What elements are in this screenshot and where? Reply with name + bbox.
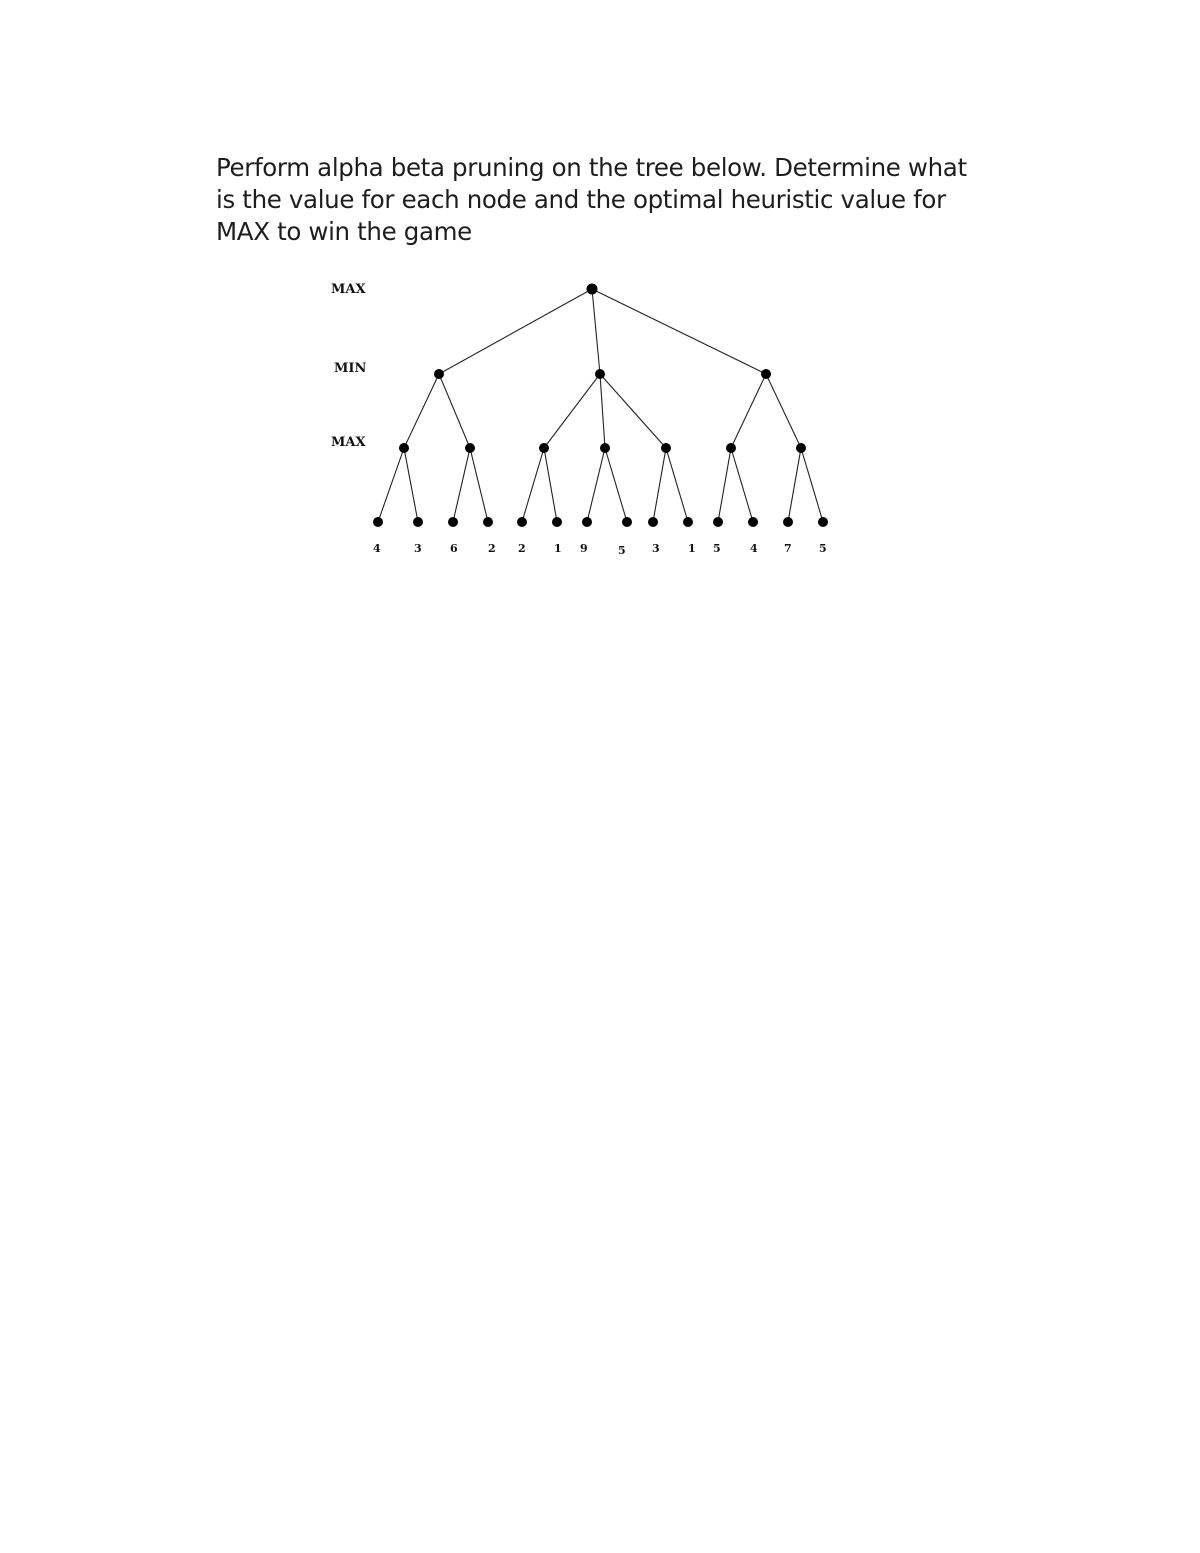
leaf-value-3: 6 bbox=[450, 542, 458, 555]
edge-m1-a1 bbox=[404, 374, 439, 448]
leaf-value-9: 3 bbox=[652, 542, 660, 555]
leaf-value-1: 4 bbox=[373, 542, 381, 555]
tree-node-min-m1 bbox=[434, 369, 444, 379]
level-label-min: MIN bbox=[334, 361, 367, 376]
leaf-value-6: 1 bbox=[554, 542, 562, 555]
game-tree-diagram bbox=[0, 0, 1200, 600]
edge-a4-l8 bbox=[605, 448, 627, 522]
leaf-value-14: 5 bbox=[819, 542, 827, 555]
tree-node-max-a6 bbox=[726, 443, 736, 453]
tree-node-leaf-l14 bbox=[818, 517, 828, 527]
tree-node-leaf-l8 bbox=[622, 517, 632, 527]
question-text: Perform alpha beta pruning on the tree below. Determine what is the value for each node and the optimal heuristic value for MAX to win the game bbox=[216, 153, 967, 246]
edge-m3-a6 bbox=[731, 374, 766, 448]
tree-node-max-a1 bbox=[399, 443, 409, 453]
tree-node-max-a7 bbox=[796, 443, 806, 453]
edge-m2-a4 bbox=[600, 374, 605, 448]
tree-edges bbox=[378, 289, 823, 522]
tree-node-max-a5 bbox=[661, 443, 671, 453]
tree-node-leaf-l4 bbox=[483, 517, 493, 527]
tree-node-leaf-l2 bbox=[413, 517, 423, 527]
edge-a5-l10 bbox=[666, 448, 688, 522]
tree-node-leaf-l13 bbox=[783, 517, 793, 527]
tree-node-leaf-l5 bbox=[517, 517, 527, 527]
tree-node-leaf-l7 bbox=[582, 517, 592, 527]
edge-a7-l13 bbox=[788, 448, 801, 522]
edge-a7-l14 bbox=[801, 448, 823, 522]
edge-a5-l9 bbox=[653, 448, 666, 522]
tree-node-leaf-l1 bbox=[373, 517, 383, 527]
edge-a6-l11 bbox=[718, 448, 731, 522]
edge-a6-l12 bbox=[731, 448, 753, 522]
tree-node-max-a4 bbox=[600, 443, 610, 453]
tree-node-leaf-l10 bbox=[683, 517, 693, 527]
edge-a3-l5 bbox=[522, 448, 544, 522]
leaf-value-4: 2 bbox=[488, 542, 496, 555]
edge-m1-a2 bbox=[439, 374, 470, 448]
edge-root-m3 bbox=[592, 289, 766, 374]
leaf-value-7: 9 bbox=[580, 542, 588, 555]
tree-node-max-a2 bbox=[465, 443, 475, 453]
tree-node-leaf-l12 bbox=[748, 517, 758, 527]
tree-node-leaf-l11 bbox=[713, 517, 723, 527]
tree-node-leaf-l6 bbox=[552, 517, 562, 527]
edge-a4-l7 bbox=[587, 448, 605, 522]
edge-m2-a5 bbox=[600, 374, 666, 448]
tree-node-max-a3 bbox=[539, 443, 549, 453]
edge-a2-l3 bbox=[453, 448, 470, 522]
tree-node-leaf-l3 bbox=[448, 517, 458, 527]
level-label-max-top: MAX bbox=[331, 282, 366, 297]
edge-m2-a3 bbox=[544, 374, 600, 448]
leaf-value-11: 5 bbox=[713, 542, 721, 555]
edge-m3-a7 bbox=[766, 374, 801, 448]
edge-root-m1 bbox=[439, 289, 592, 374]
edge-root-m2 bbox=[592, 289, 600, 374]
tree-nodes bbox=[373, 284, 828, 528]
edge-a2-l4 bbox=[470, 448, 488, 522]
leaf-value-13: 7 bbox=[784, 542, 792, 555]
tree-node-min-m3 bbox=[761, 369, 771, 379]
leaf-value-12: 4 bbox=[750, 542, 758, 555]
edge-a3-l6 bbox=[544, 448, 557, 522]
leaf-value-10: 1 bbox=[688, 542, 696, 555]
leaf-value-2: 3 bbox=[414, 542, 422, 555]
level-label-max-mid: MAX bbox=[331, 435, 366, 450]
leaf-value-5: 2 bbox=[518, 542, 526, 555]
edge-a1-l1 bbox=[378, 448, 404, 522]
edge-a1-l2 bbox=[404, 448, 418, 522]
tree-node-max-root-root bbox=[587, 284, 598, 295]
leaf-value-8: 5 bbox=[618, 544, 626, 557]
tree-node-min-m2 bbox=[595, 369, 605, 379]
tree-node-leaf-l9 bbox=[648, 517, 658, 527]
